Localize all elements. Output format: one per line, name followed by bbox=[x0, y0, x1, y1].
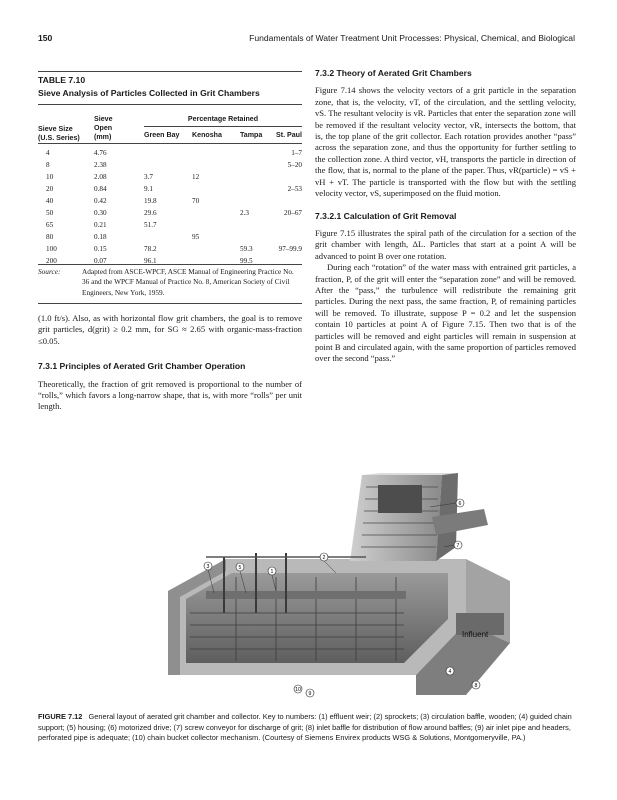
table-cell: 40 bbox=[46, 197, 54, 205]
grit-chamber-illustration bbox=[166, 473, 510, 701]
callout-number: 4 bbox=[448, 669, 452, 675]
table-cell bbox=[144, 231, 192, 243]
table-cell: 4.76 bbox=[94, 149, 107, 157]
right-column bbox=[315, 68, 576, 365]
table-row bbox=[38, 255, 302, 267]
table-cell: 0.18 bbox=[94, 233, 107, 241]
influent-label: Influent bbox=[462, 630, 489, 639]
table-cell: 5–20 bbox=[287, 161, 302, 169]
table-cell: 2.38 bbox=[94, 161, 107, 169]
right-paragraph: Figure 7.14 shows the velocity vectors of a grit particle in the separation zone, that is, the velocity, vT, of the circulation, and the settling velocity, vS. The resultant velocity is vR. Particles that enter the separation zone will be removed if the resultant velocity vector, vR, intersects the bottom, that is, the top plane of the grit collector. Each rotation provides another “pass” across the separation zone, and thus the opportunity for further settling to the collection zone. A third vector, vH, transports the particle in direction of the flow, that is, normal to the plane of the paper. Thus, vR(particle) = vS + vH + vT. The particle is transported with the flow but with the settling velocity vector, vS, superimposed on the fluid motion. bbox=[315, 85, 576, 199]
table-cell: 2.3 bbox=[240, 209, 249, 217]
table-top-rule bbox=[38, 71, 302, 72]
table-cell: 59.3 bbox=[240, 245, 253, 253]
table-cell bbox=[144, 159, 192, 171]
table-cell bbox=[272, 219, 302, 231]
table-header-rule bbox=[38, 104, 302, 105]
table-cell bbox=[272, 171, 302, 183]
callout-number: 6 bbox=[458, 501, 462, 507]
figure-label: FIGURE 7.12 bbox=[38, 712, 83, 721]
table-cell: 2.08 bbox=[94, 173, 107, 181]
table-cell: 0.07 bbox=[94, 257, 107, 265]
table-cell bbox=[144, 147, 192, 159]
table-cell: 200 bbox=[46, 257, 57, 265]
table-row bbox=[38, 219, 302, 231]
right-paragraph: Figure 7.15 illustrates the spiral path of the circulation for a section of the grit chamber with length, ΔL. Particles that start at a point A will be advanced to point B over one rotation. bbox=[315, 227, 576, 261]
table-cell: 96.1 bbox=[144, 257, 157, 265]
table-cell: 9.1 bbox=[144, 185, 153, 193]
motorized-drive bbox=[378, 485, 422, 513]
right-paragraph: During each “rotation” of the water mass with entrained grit particles, a fraction, P, of the grit will enter the “separation zone” and will be removed. After the “pass,” the turbulence will redistribute the remaining grit particles. During the next pass, the same fraction, P, of remaining particles will be removed. To illustrate, suppose P = 0.2 and let the suspension contain 10 particles at point A of Figure 7.15. Then two that is of the particles will be removed and eight particles will remain in suspension at point B and circulated again, with the same proportion of particles removed over the second “pass.” bbox=[315, 262, 576, 364]
col-site: Tampa bbox=[240, 130, 263, 139]
callout-number: 1 bbox=[270, 569, 274, 575]
table-cell bbox=[192, 243, 240, 255]
table-cell: 65 bbox=[46, 221, 54, 229]
section-heading-7-3-1: 7.3.1 Principles of Aerated Grit Chamber Operation bbox=[38, 361, 246, 372]
table-cell: 50 bbox=[46, 209, 54, 217]
table-cell: 3.7 bbox=[144, 173, 153, 181]
table-cell: 4 bbox=[46, 149, 50, 157]
table-cell bbox=[192, 183, 240, 195]
section-heading-7-3-2: 7.3.2 Theory of Aerated Grit Chambers bbox=[315, 68, 472, 78]
table-cell bbox=[272, 255, 302, 267]
table-title: Sieve Analysis of Particles Collected in Grit Chambers bbox=[38, 88, 260, 98]
table-row bbox=[38, 183, 302, 195]
page-number: 150 bbox=[38, 33, 53, 43]
table-row bbox=[38, 207, 302, 219]
table-cell: 8 bbox=[46, 161, 50, 169]
table-cell: 0.15 bbox=[94, 245, 107, 253]
table-cell: 2–53 bbox=[287, 185, 302, 193]
left-paragraph: Theoretically, the fraction of grit removed is proportional to the number of “rolls,” which favors a long-narrow shape, that is, with more “rolls” per unit length. bbox=[38, 378, 302, 412]
table-cell: 1–7 bbox=[291, 149, 302, 157]
table-cell: 10 bbox=[46, 173, 54, 181]
table-cell bbox=[240, 147, 272, 159]
table-cell bbox=[240, 195, 272, 207]
col-sieve-open: Sieve Open (mm) bbox=[94, 114, 113, 141]
table-cell: 29.6 bbox=[144, 209, 157, 217]
table-cell: 51.7 bbox=[144, 221, 157, 229]
table-cell: 97–99.9 bbox=[278, 245, 302, 253]
table-row bbox=[38, 231, 302, 243]
source-label: Source: bbox=[38, 267, 61, 276]
table-source bbox=[38, 267, 302, 298]
table-cell: 99.5 bbox=[240, 257, 253, 265]
figure-caption-text: General layout of aerated grit chamber and collector. Key to numbers: (1) effluent weir; (2) sprockets; (3) circulation baffle, wooden; (4) guided chain support; (5) housing; (6) motorized drive; (7) screw conveyor for discharge of grit; (8) inlet baffle for distribution of flow around baffles; (9) air inlet pipe and headers, perforated pipe is adequate; (10) chain bucket collector mechanism. (Courtesy of Siemens Envirex products WSG & Solutions, Montgomeryville, PA.) bbox=[38, 712, 572, 743]
table-cell: 0.21 bbox=[94, 221, 107, 229]
table-row bbox=[38, 195, 302, 207]
callout-number: 3 bbox=[206, 564, 210, 570]
col-site: Green Bay bbox=[144, 130, 180, 139]
callout-number: 9 bbox=[308, 691, 312, 697]
table-label: TABLE 7.10 bbox=[38, 75, 86, 85]
table-cell: 19.8 bbox=[144, 197, 157, 205]
callout-number: 5 bbox=[238, 565, 242, 571]
callout-number: 8 bbox=[474, 683, 478, 689]
source-text: Adapted from ASCE-WPCF, ASCE Manual of Engineering Practice No. 36 and the WPCF Manual of Practice No. 8, American Society of Civil Engineers, New York, 1959. bbox=[82, 267, 294, 297]
callout-number: 10 bbox=[295, 687, 301, 693]
table-row bbox=[38, 171, 302, 183]
table-cell: 70 bbox=[192, 197, 200, 205]
table-cell bbox=[192, 219, 240, 231]
callout-number: 7 bbox=[456, 543, 460, 549]
table-cell: 80 bbox=[46, 233, 54, 241]
table-row bbox=[38, 243, 302, 255]
group-header: Percentage Retained bbox=[144, 113, 302, 127]
table-cell: 0.42 bbox=[94, 197, 107, 205]
table-end-rule bbox=[38, 303, 302, 304]
table-cell bbox=[192, 159, 240, 171]
table-cell: 95 bbox=[192, 233, 200, 241]
table-cell bbox=[240, 219, 272, 231]
col-site: St. Paul bbox=[275, 130, 302, 139]
figure-caption bbox=[38, 712, 576, 744]
table-cell: 12 bbox=[192, 173, 200, 181]
col-site: Kenosha bbox=[192, 130, 222, 139]
table-cell: 100 bbox=[46, 245, 57, 253]
table-caption bbox=[38, 74, 302, 100]
table-cell: 0.84 bbox=[94, 185, 107, 193]
table-cell bbox=[272, 231, 302, 243]
left-column bbox=[38, 313, 302, 413]
table-cell bbox=[192, 207, 240, 219]
table-cell bbox=[240, 171, 272, 183]
table-cell: 0.30 bbox=[94, 209, 107, 217]
sieve-table bbox=[38, 113, 302, 267]
callout-number: 2 bbox=[322, 555, 326, 561]
table-cell bbox=[240, 159, 272, 171]
table-bottom-rule bbox=[38, 264, 302, 265]
table-cell bbox=[192, 147, 240, 159]
table-row bbox=[38, 147, 302, 159]
col-sieve-size: Sieve Size (U.S. Series) bbox=[38, 125, 80, 142]
table-cell bbox=[192, 255, 240, 267]
running-title: Fundamentals of Water Treatment Unit Processes: Physical, Chemical, and Biological bbox=[249, 33, 575, 43]
table-cell: 20 bbox=[46, 185, 54, 193]
table-cell: 20–67 bbox=[284, 209, 302, 217]
left-paragraph: (1.0 ft/s). Also, as with horizontal flow grit chambers, the goal is to remove grit particles, d(grit) ≥ 0.2 mm, for SG ≈ 2.65 with organic-mass-fraction ≤0.05. bbox=[38, 313, 302, 346]
table-cell: 78.2 bbox=[144, 245, 157, 253]
table-row bbox=[38, 159, 302, 171]
section-heading-7-3-2-1: 7.3.2.1 Calculation of Grit Removal bbox=[315, 211, 457, 222]
table-cell bbox=[240, 183, 272, 195]
circulation-baffle bbox=[206, 591, 406, 599]
table-cell bbox=[240, 231, 272, 243]
table-cell bbox=[272, 195, 302, 207]
